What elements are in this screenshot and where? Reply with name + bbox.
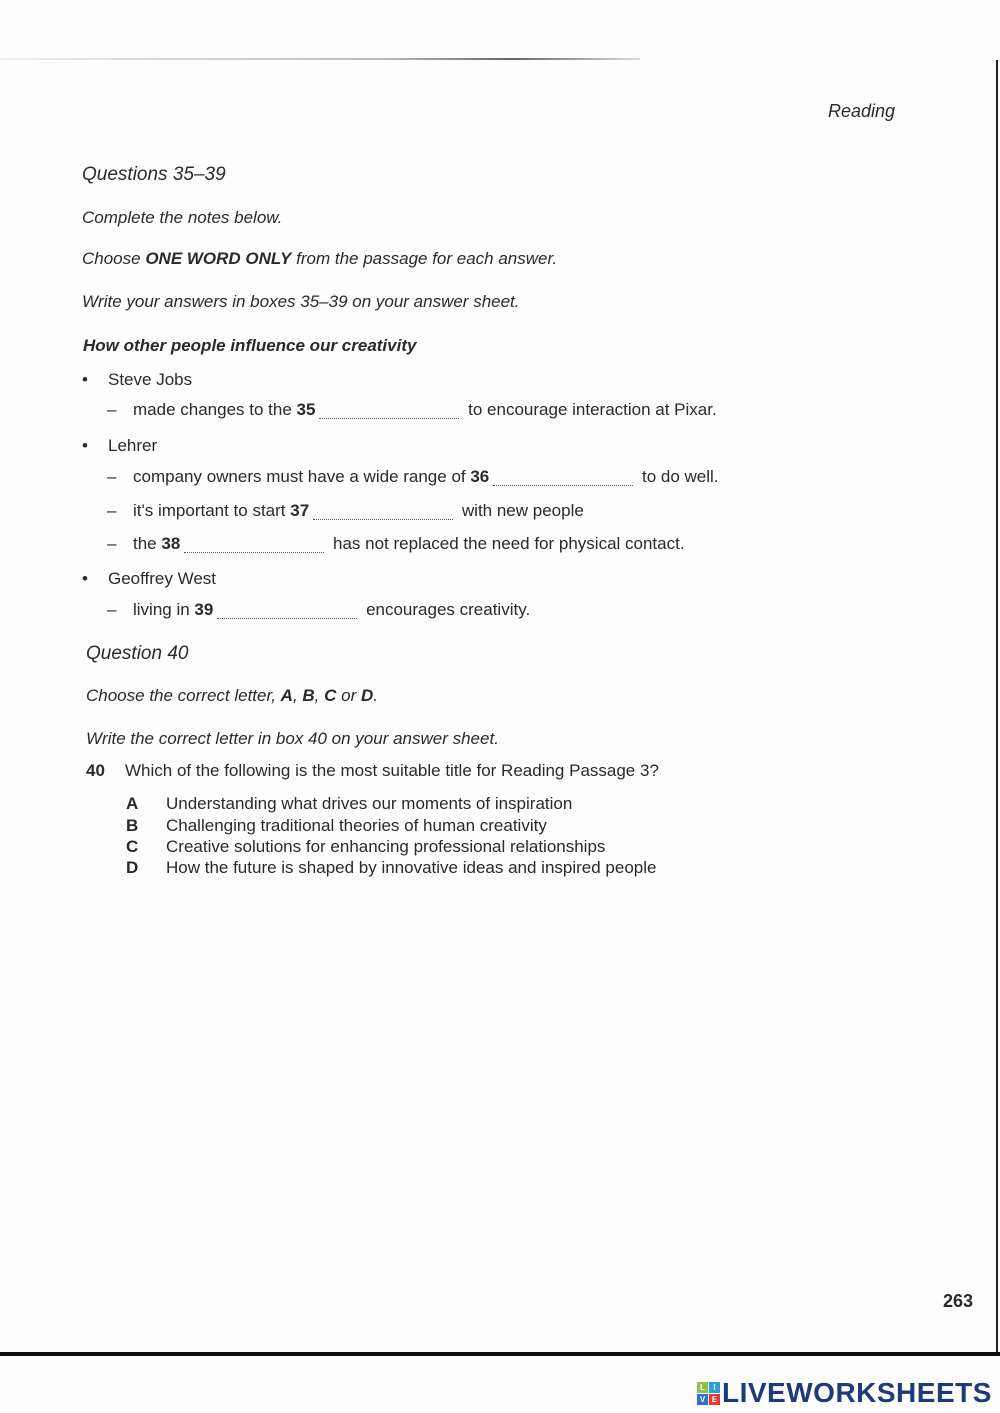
answer-35-input[interactable] bbox=[319, 404, 459, 419]
bullet-geoffrey-west: • Geoffrey West bbox=[82, 569, 217, 588]
question-40: 40 Which of the following is the most suitable title for Reading Passage 3? bbox=[86, 761, 659, 780]
note-37: – it's important to start 37 with new people bbox=[107, 501, 584, 520]
instruction-choose-letter: Choose the correct letter, A, B, C or D. bbox=[86, 686, 378, 705]
logo-text: LIVEWORKSHEETS bbox=[722, 1377, 992, 1408]
answer-37-input[interactable] bbox=[313, 505, 453, 520]
questions-35-39-title: Questions 35–39 bbox=[82, 164, 226, 185]
scan-edge-right bbox=[996, 60, 998, 1355]
answer-38-input[interactable] bbox=[184, 538, 324, 553]
bullet-lehrer: • Lehrer bbox=[82, 436, 158, 455]
logo-block: I bbox=[709, 1382, 720, 1393]
answer-36-input[interactable] bbox=[493, 471, 633, 486]
logo-block: E bbox=[709, 1394, 720, 1405]
instruction-write: Write your answers in boxes 35–39 on your answer sheet. bbox=[82, 292, 520, 311]
logo-block: V bbox=[697, 1394, 708, 1405]
instruction-choose: Choose ONE WORD ONLY from the passage for each answer. bbox=[82, 249, 558, 268]
option-c[interactable]: C Creative solutions for enhancing professional relationships bbox=[126, 837, 606, 856]
question-40-title: Question 40 bbox=[86, 643, 189, 664]
note-38: – the 38 has not replaced the need for physical contact. bbox=[107, 534, 685, 553]
answer-39-input[interactable] bbox=[217, 604, 357, 619]
option-a[interactable]: A Understanding what drives our moments of inspiration bbox=[126, 794, 573, 813]
liveworksheets-logo bbox=[697, 1377, 992, 1409]
note-35: – made changes to the 35 to encourage interaction at Pixar. bbox=[107, 400, 717, 419]
scan-edge-top bbox=[0, 58, 640, 60]
instruction-write-letter: Write the correct letter in box 40 on your answer sheet. bbox=[86, 729, 499, 748]
note-36: – company owners must have a wide range of 36 to do well. bbox=[107, 467, 719, 486]
instruction-complete: Complete the notes below. bbox=[82, 208, 283, 227]
note-39: – living in 39 encourages creativity. bbox=[107, 600, 531, 619]
section-header: Reading bbox=[828, 101, 896, 121]
scan-edge-bottom bbox=[0, 1352, 1000, 1356]
option-d[interactable]: D How the future is shaped by innovative ideas and inspired people bbox=[126, 858, 657, 877]
option-b[interactable]: B Challenging traditional theories of human creativity bbox=[126, 816, 547, 835]
page-number: 263 bbox=[943, 1291, 974, 1311]
bullet-steve-jobs: • Steve Jobs bbox=[82, 370, 193, 389]
notes-title: How other people influence our creativity bbox=[83, 336, 417, 355]
logo-blocks-icon bbox=[697, 1382, 720, 1405]
logo-block: L bbox=[697, 1382, 708, 1393]
